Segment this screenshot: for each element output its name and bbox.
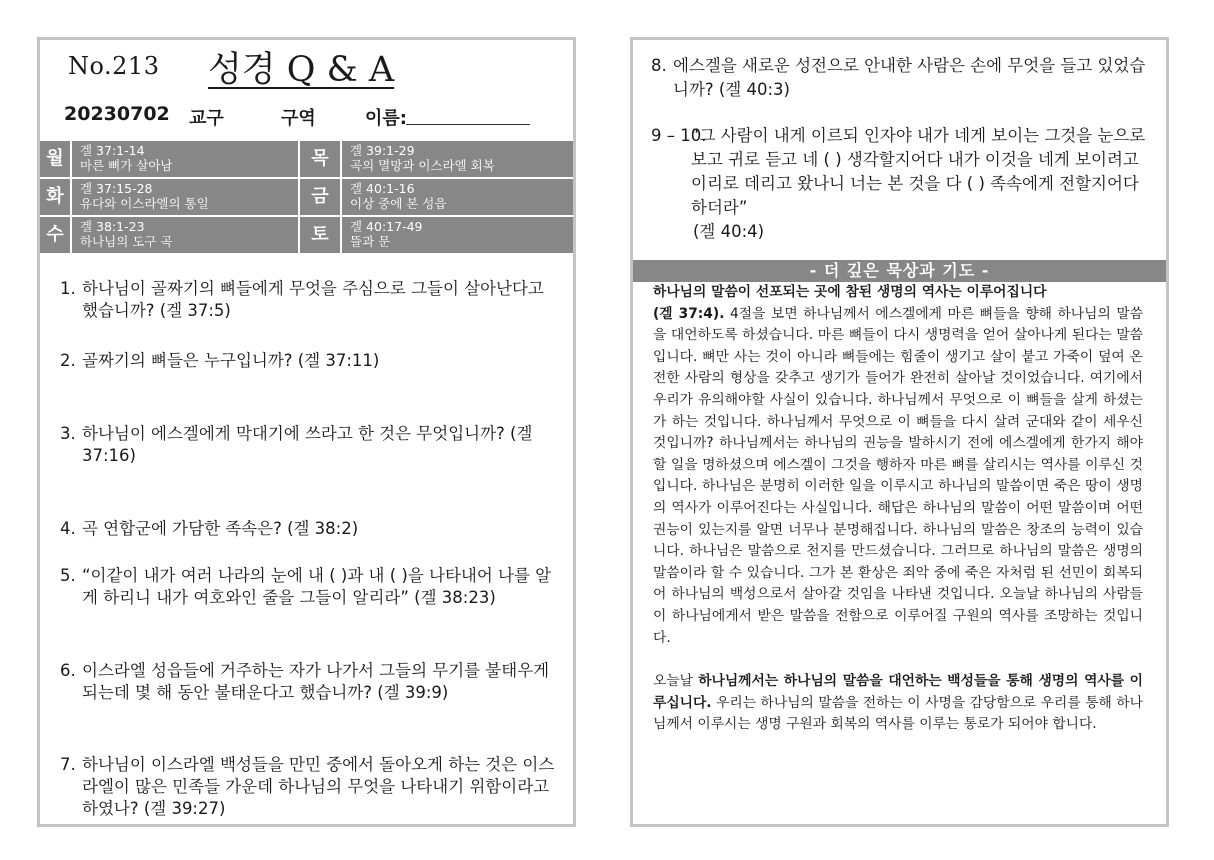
- qa-worksheet-panel: [37, 37, 576, 827]
- scripture-reference: (겔 37:4).: [653, 305, 725, 322]
- question-text: 에스겔을 새로운 성전으로 안내한 사람은 손에 무엇을 들고 있었습니까? (겔 40:3): [673, 56, 1146, 99]
- plan-topic: 하나님의 도구 곡: [80, 234, 173, 249]
- page-title: 성경 Q & A: [208, 50, 395, 90]
- question-number: 3.: [60, 424, 76, 443]
- meditation-text: [653, 282, 1143, 736]
- question-number: 4.: [60, 519, 76, 538]
- plan-day: 토: [300, 217, 340, 253]
- plan-range: 겔 38:1-23: [80, 219, 145, 234]
- question-text: 하나님이 에스겔에게 막대기에 쓰라고 한 것은 무엇입니까? (겔 37:16): [82, 424, 533, 465]
- meditation-p2-prefix: 오늘날: [653, 673, 693, 690]
- question-item: [60, 423, 560, 467]
- question-item: [60, 278, 560, 322]
- plan-day: 화: [40, 179, 70, 215]
- plan-topic: 유다와 이스라엘의 통일: [80, 196, 209, 211]
- question-item: [60, 518, 560, 540]
- plan-day: 금: [300, 179, 340, 215]
- question-text: “이같이 내가 여러 나라의 눈에 내 ( )과 내 ( )을 나타내어 나를 알게 하리니 내가 여호와인 줄을 그들이 알리라” (겔 38:23): [82, 566, 552, 607]
- question-number: 2.: [60, 351, 76, 370]
- plan-entry: [72, 217, 298, 253]
- reading-plan-row: [40, 141, 573, 177]
- plan-range: 겔 37:1-14: [80, 143, 145, 158]
- plan-entry: [342, 217, 573, 253]
- meditation-heading: 하나님의 말씀이 선포되는 곳에 참된 생명의 역사는 이루어집니다: [653, 284, 1047, 300]
- reading-plan-row: [40, 179, 573, 215]
- question-number: 9 – 10.: [651, 126, 707, 145]
- district-label: 구역: [281, 108, 316, 129]
- plan-day: 목: [300, 141, 340, 177]
- plan-entry: [72, 179, 298, 215]
- meditation-panel: [630, 37, 1169, 827]
- question-item: [651, 54, 1151, 102]
- name-blank-line: [406, 124, 530, 125]
- question-number: 1.: [60, 279, 76, 298]
- plan-day: 수: [40, 217, 70, 253]
- question-text: 이스라엘 성읍들에 거주하는 자가 나가서 그들의 무기를 불태우게 되는데 몇 해 동안 불태운다고 했습니까? (겔 39:9): [82, 661, 550, 702]
- question-item: [651, 124, 1151, 244]
- question-number: 6.: [60, 661, 76, 680]
- question-reference: (겔 40:4): [693, 222, 765, 241]
- question-item: [60, 565, 560, 609]
- question-item: [60, 660, 560, 704]
- plan-topic: 마른 뼈가 살아남: [80, 158, 173, 173]
- reading-plan-row: [40, 217, 573, 253]
- question-text: 하나님이 이스라엘 백성들을 만민 중에서 돌아오게 하는 것은 이스라엘이 많은 민족들 가운데 하나님의 무엇을 나타내기 위함이라고 하였나? (겔 39:27): [82, 755, 555, 818]
- plan-topic: 이상 중에 본 성읍: [350, 196, 447, 211]
- question-text: 곡 연합군에 가담한 족속은? (겔 38:2): [82, 519, 359, 538]
- plan-range: 겔 40:1-16: [350, 181, 415, 196]
- parish-label: 교구: [189, 108, 224, 129]
- question-number: 7.: [60, 755, 76, 774]
- date: 20230702: [64, 103, 170, 125]
- plan-range: 겔 39:1-29: [350, 143, 415, 158]
- question-number: 5.: [60, 566, 76, 585]
- meditation-p2-body: 우리는 하나님의 말씀을 전하는 이 사명을 감당함으로 우리를 통해 하나님께서 이루시는 생명 구원과 회복의 역사를 이루는 통로가 되어야 합니다.: [653, 694, 1143, 733]
- reading-plan: [40, 141, 573, 253]
- question-number: 8.: [651, 56, 667, 75]
- meditation-p2-emphasis: 하나님께서는 하나님의 말씀을 대언하는 백성들을 통해 생명의 역사를 이루십니다.: [653, 673, 1144, 711]
- plan-range: 겔 37:15-28: [80, 181, 153, 196]
- plan-entry: [342, 141, 573, 177]
- plan-range: 겔 40:17-49: [350, 219, 423, 234]
- plan-topic: 뜰과 문: [350, 234, 391, 249]
- question-text: 골짜기의 뼈들은 누구입니까? (겔 37:11): [82, 351, 380, 370]
- name-label: 이름:: [365, 108, 407, 129]
- issue-number: No.213: [68, 52, 160, 80]
- plan-entry: [342, 179, 573, 215]
- plan-entry: [72, 141, 298, 177]
- question-item: [60, 754, 560, 820]
- question-text: “그 사람이 내게 이르되 인자야 내가 네게 보이는 그것을 눈으로 보고 귀로 듣고 네 ( ) 생각할지어다 내가 이것을 네게 보이려고 이리로 데리고 왔나니 너는 본 것을 다 ( ) 족속에게 전할지어다 하더라”: [691, 126, 1146, 217]
- meditation-body: 4절을 보면 하나님께서 에스겔에게 마른 뼈들을 향해 하나님의 말씀을 대언하도록 하셨습니다. 마른 뼈들이 다시 생명력을 얻어 살아나게 된다는 말씀입니다. 뼈만 사는 것이 아니라 뼈들에는 힘줄이 생기고 살이 붙고 가죽이 덮여 온전한 사람의 형상을 갖추고 생기가 들어가 완전히 살아날 것이었습니다. 여기에서 우리가 유의해야할 사실이 있습니다. 하나님께서 무엇으로 이 뼈들을 살게 하셨는가 하는 것입니다. 하나님께서 무엇으로 이 뼈들을 다시 살려 군대와 같이 세우신 것입니까? 하나님께서는 하나님의 권능을 발하시기 전에 에스겔에게 한가지 해야할 일을 명하셨으며 에스겔이 그것을 행하자 마른 뼈를 살리시는 역사를 이루신 것입니다. 하나님은 분명히 이러한 일을 이루시고 하나님의 말씀이면 죽은 땅이 생명의 역사가 이루어진다는 사실입니다. 해답은 하나님의 말씀이 어떤 말씀이며 어떤 권능이 있는지를 알면 너무나 분명해집니다. 하나님의 말씀은 창조의 능력이 있습니다. 하나님은 말씀으로 천지를 만드셨습니다. 그러므로 하나님의 말씀은 생명의 말씀이라 할 수 있습니다. 그가 본 환상은 죄악 중에 죽은 자처럼 된 선민이 회복되어 하나님의 백성으로서 살아갈 것임을 나타낸 것입니다. 오늘날 하나님의 사람들이 하나님에게서 받은 말씀을 전함으로 이루어질 구원의 역사를 조망하는 것입니다.: [653, 305, 1143, 646]
- plan-day: 월: [40, 141, 70, 177]
- question-text: 하나님이 골짜기의 뼈들에게 무엇을 주심으로 그들이 살아난다고 했습니까? (겔 37:5): [82, 279, 544, 320]
- section-banner: - 더 깊은 묵상과 기도 -: [633, 260, 1166, 282]
- question-item: [60, 350, 560, 372]
- plan-topic: 곡의 멸망과 이스라엘 회복: [350, 158, 495, 173]
